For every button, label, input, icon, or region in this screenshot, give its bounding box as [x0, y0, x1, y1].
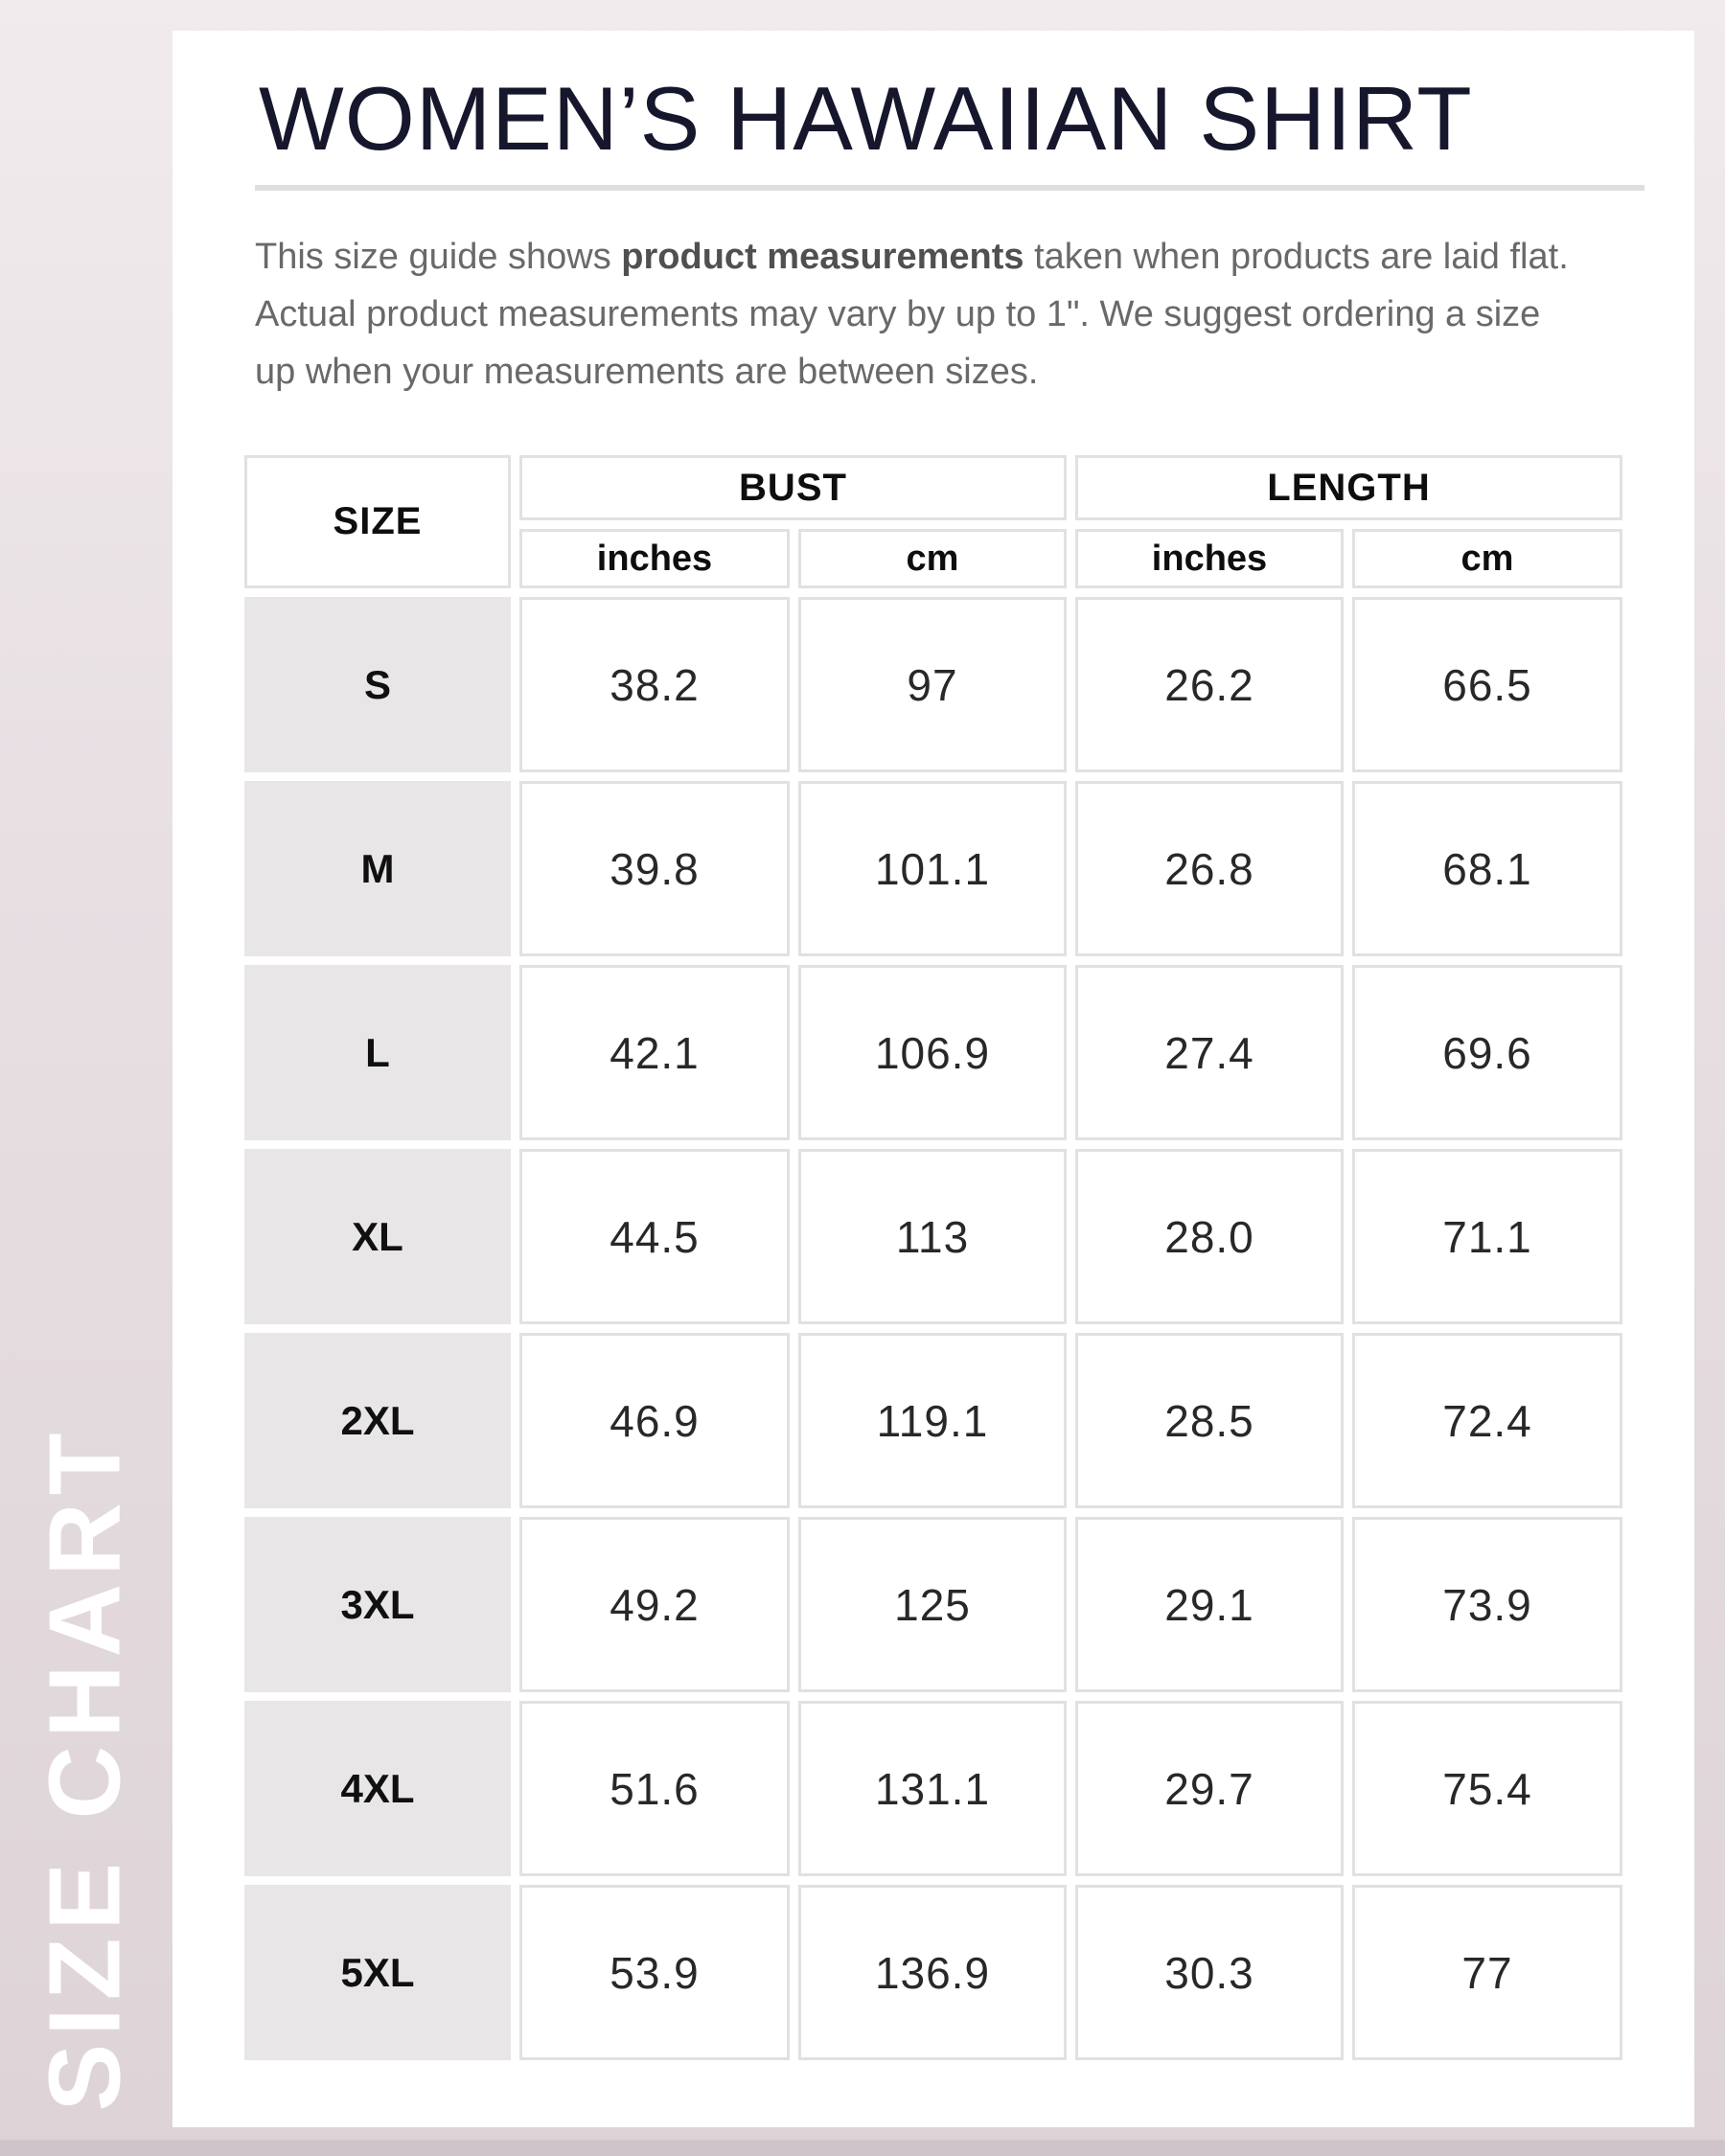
- size-label: L: [244, 965, 511, 1140]
- table-row-2xl: [244, 1333, 1622, 1508]
- bust-cm-value: 125: [798, 1517, 1067, 1692]
- bust-cm-value: 97: [798, 597, 1067, 772]
- bust-cm-value: 106.9: [798, 965, 1067, 1140]
- table-row-s: [244, 597, 1622, 772]
- description-intro: This size guide shows: [255, 237, 622, 277]
- size-label: 4XL: [244, 1701, 511, 1876]
- table-row-xl: [244, 1149, 1622, 1324]
- header-size: SIZE: [244, 455, 511, 588]
- bust-inches-value: 38.2: [519, 597, 790, 772]
- length-inches-value: 29.1: [1075, 1517, 1344, 1692]
- length-inches-value: 28.0: [1075, 1149, 1344, 1324]
- bust-inches-value: 46.9: [519, 1333, 790, 1508]
- bust-inches-value: 39.8: [519, 781, 790, 956]
- side-label-vertical: [25, 1425, 146, 2111]
- description-line1-rest: taken when products are laid flat.: [1024, 237, 1569, 277]
- header-length: LENGTH: [1075, 455, 1622, 520]
- header-bust: BUST: [519, 455, 1067, 520]
- size-table: [236, 447, 1631, 2069]
- length-cm-value: 68.1: [1352, 781, 1622, 956]
- bust-inches-value: 44.5: [519, 1149, 790, 1324]
- title-divider: [255, 185, 1644, 191]
- bust-inches-value: 49.2: [519, 1517, 790, 1692]
- size-label: 2XL: [244, 1333, 511, 1508]
- description-line2: Actual product measurements may vary by up to 1". We suggest ordering a size: [255, 294, 1541, 334]
- length-inches-value: 30.3: [1075, 1885, 1344, 2060]
- length-cm-value: 72.4: [1352, 1333, 1622, 1508]
- length-cm-value: 66.5: [1352, 597, 1622, 772]
- bust-cm-value: 136.9: [798, 1885, 1067, 2060]
- table-row-m: [244, 781, 1622, 956]
- size-label: XL: [244, 1149, 511, 1324]
- bust-cm-value: 113: [798, 1149, 1067, 1324]
- length-inches-value: 28.5: [1075, 1333, 1344, 1508]
- length-cm-value: 71.1: [1352, 1149, 1622, 1324]
- length-cm-value: 69.6: [1352, 965, 1622, 1140]
- size-label: S: [244, 597, 511, 772]
- header-bust-cm: cm: [798, 529, 1067, 588]
- bust-cm-value: 131.1: [798, 1701, 1067, 1876]
- description-bold: product measurements: [621, 237, 1024, 277]
- bust-inches-value: 51.6: [519, 1701, 790, 1876]
- length-cm-value: 77: [1352, 1885, 1622, 2060]
- length-cm-value: 73.9: [1352, 1517, 1622, 1692]
- description: [255, 228, 1569, 401]
- table-row-l: [244, 965, 1622, 1140]
- length-cm-value: 75.4: [1352, 1701, 1622, 1876]
- bust-cm-value: 119.1: [798, 1333, 1067, 1508]
- length-inches-value: 29.7: [1075, 1701, 1344, 1876]
- length-inches-value: 27.4: [1075, 965, 1344, 1140]
- group-header-row: [244, 455, 1622, 520]
- bust-inches-value: 53.9: [519, 1885, 790, 2060]
- description-line3: up when your measurements are between sizes.: [255, 352, 1039, 392]
- size-label: 5XL: [244, 1885, 511, 2060]
- size-label: 3XL: [244, 1517, 511, 1692]
- length-inches-value: 26.8: [1075, 781, 1344, 956]
- header-length-cm: cm: [1352, 529, 1622, 588]
- card: [172, 31, 1694, 2127]
- header-bust-inches: inches: [519, 529, 790, 588]
- bust-cm-value: 101.1: [798, 781, 1067, 956]
- table-row-4xl: [244, 1701, 1622, 1876]
- table-row-3xl: [244, 1517, 1622, 1692]
- size-label: M: [244, 781, 511, 956]
- page-title: WOMEN’S HAWAIIAN SHIRT: [259, 68, 1473, 169]
- table-row-5xl: [244, 1885, 1622, 2060]
- length-inches-value: 26.2: [1075, 597, 1344, 772]
- header-length-inches: inches: [1075, 529, 1344, 588]
- side-label-text: SIZE CHART: [28, 1425, 142, 2111]
- bust-inches-value: 42.1: [519, 965, 790, 1140]
